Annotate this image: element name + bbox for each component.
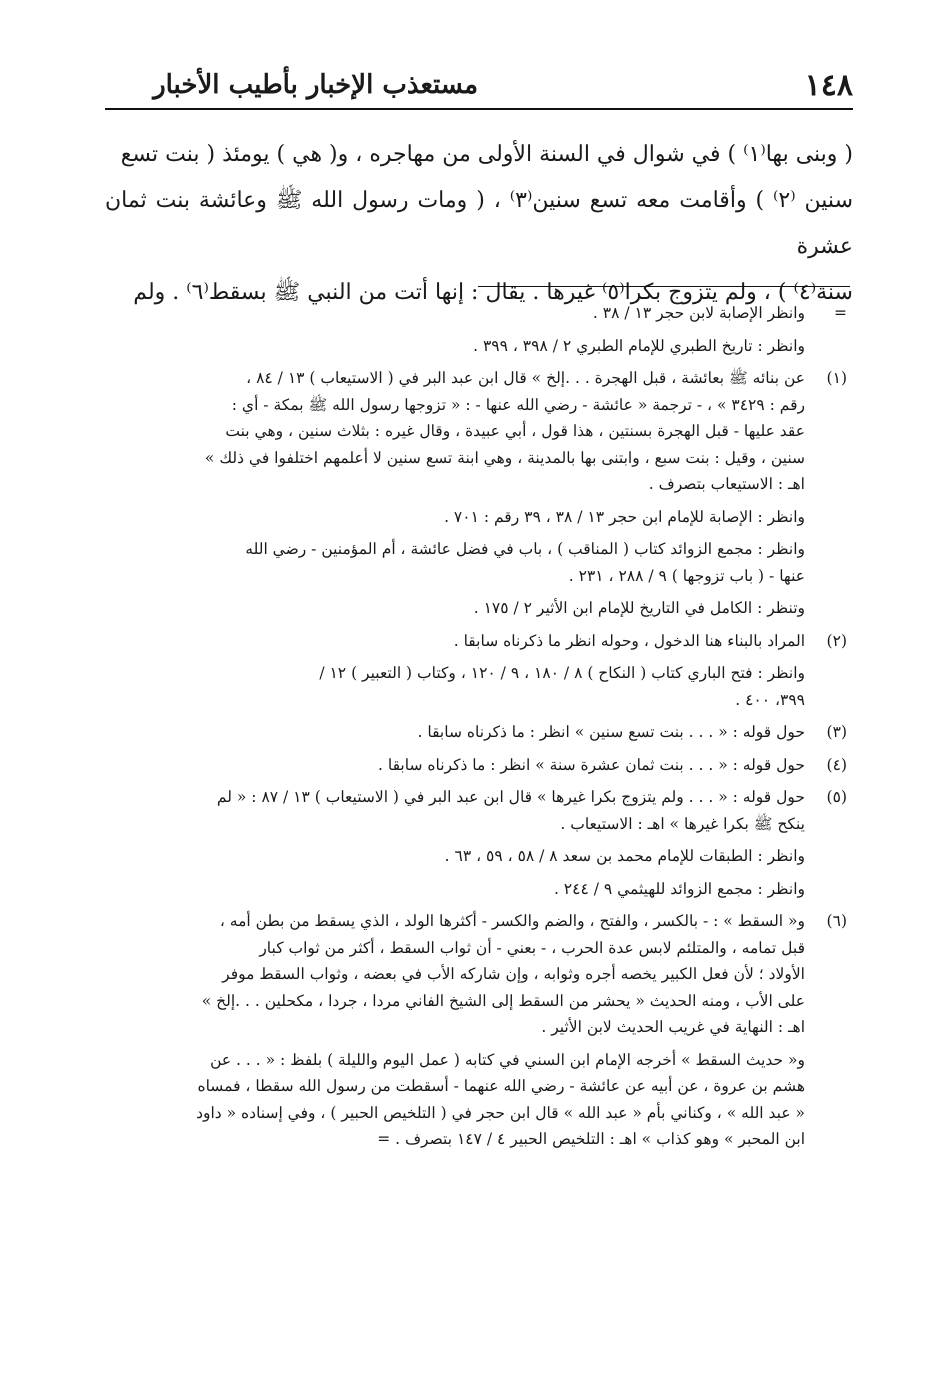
footnote-line: عن بنائه ﷺ بعائشة ، قبل الهجرة . . .إلخ » قال ابن عبد البر في ( الاستيعاب ) ١٣ / ٨٤ ، [246, 369, 805, 387]
footnotes-section [108, 294, 850, 1153]
footnote-paragraph [108, 1047, 805, 1153]
footnote-line: رقم : ٣٤٢٩ » ، - ترجمة « عائشة - رضي الله عنها - : « تزوجها رسول الله ﷺ بمكة - أي : [231, 395, 805, 414]
footnote-line: و« حديث السقط » أخرجه الإمام ابن السني في كتابه ( عمل اليوم والليلة ) بلفظ : « . . . عن [210, 1050, 805, 1069]
footnote-paragraph [108, 752, 805, 779]
footnote [108, 784, 850, 902]
footnote-number: (٤) [826, 755, 847, 774]
footnote-paragraph [108, 365, 805, 498]
header-rule [105, 108, 853, 110]
footnote-line: عنها - ( باب تزوجها ) ٩ / ٢٨٨ ، ٢٣١ . [568, 566, 805, 585]
footnote-paragraph [108, 595, 805, 622]
footnote [108, 300, 850, 359]
footnote-line: اهـ : الاستيعاب بتصرف . [648, 475, 805, 493]
footnote-line: وانظر : فتح الباري كتاب ( النكاح ) ٨ / ١٨٠ ، ٩ / ١٢٠ ، وكتاب ( التعبير ) ١٢ / [319, 664, 805, 682]
footnote-line: وتنظر : الكامل في التاريخ للإمام ابن الأثير ٢ / ١٧٥ . [473, 599, 805, 617]
footnote-line: وانظر : الإصابة للإمام ابن حجر ١٣ / ٣٨ ، ٣٩ رقم : ٧٠١ . [444, 507, 805, 526]
footnote-line: وانظر : تاريخ الطبري للإمام الطبري ٢ / ٣٩٨ ، ٣٩٩ . [473, 336, 805, 355]
footnote-paragraph [108, 628, 805, 655]
footnote-paragraph [108, 660, 805, 713]
footnote [108, 908, 850, 1153]
footnote-paragraph [108, 300, 805, 327]
main-text-line: سنة⁽٤⁾ ) ، ولم يتزوج بكرا⁽٥⁾ غيرها . يقال : إنها أتت من النبي ﷺ بسقط⁽٦⁾ . ولم [133, 280, 853, 305]
main-text [105, 132, 853, 316]
footnote-paragraph [108, 843, 805, 870]
footnote-paragraph [108, 719, 805, 746]
running-title: مستعذب الإخبار بأطيب الأخبار [153, 70, 478, 100]
footnote-line: المراد بالبناء هنا الدخول ، وحوله انظر ما ذكرناه سابقا . [453, 631, 805, 650]
footnote [108, 752, 850, 779]
footnote-line: و« السقط » : - بالكسر ، والفتح ، والضم والكسر - أكثرها الولد ، الذي يسقط من بطن أمه ، [219, 912, 805, 930]
footnote-paragraph [108, 536, 805, 589]
footnote-line: ٣٩٩، ٤٠٠ . [735, 690, 805, 709]
footnote-separator [478, 286, 850, 287]
footnote-paragraph [108, 784, 805, 837]
footnote-number: = [834, 304, 847, 322]
main-text-line: سنين ⁽٢⁾ ) وأقامت معه تسع سنين⁽٣⁾ ، ( ومات رسول الله ﷺ وعائشة بنت ثمان عشرة [105, 188, 853, 259]
footnote-number: (٥) [826, 788, 847, 806]
footnote-number: (١) [826, 369, 847, 387]
footnote-line: قبل تمامه ، والمتلئم لابس عدة الحرب ، - بعني - أن ثواب السقط ، أكثر من ثواب كبار [259, 938, 805, 957]
footnote-line: هشم بن عروة ، عن أبيه عن عائشة - رضي الله عنهما - أسقطت من رسول الله سقطا ، فمساه [197, 1077, 805, 1095]
footnote-line: حول قوله : « . . . بنت تسع سنين » انظر : ما ذكرناه سابقا . [417, 723, 805, 741]
footnote-line: وانظر : مجمع الزوائد للهيثمي ٩ / ٢٤٤ . [553, 879, 805, 898]
footnote-line: عقد عليها - قبل الهجرة بسنتين ، هذا قول ، أبي عبيدة ، وقال غيره : بثلاث سنين ، وهي بنت [225, 422, 805, 440]
page-number: ١٤٨ [804, 68, 853, 103]
footnote-line: ينكح ﷺ بكرا غيرها » اهـ : الاستيعاب . [560, 814, 805, 833]
main-text-line: ( وبنى بها⁽١⁾ ) في شوال في السنة الأولى من مهاجره ، و( هي ) يومئذ ( بنت تسع [120, 142, 853, 167]
footnote-paragraph [108, 908, 805, 1041]
footnote-paragraph [108, 333, 805, 360]
footnote [108, 628, 850, 714]
footnote-line: وانظر الإصابة لابن حجر ١٣ / ٣٨ . [592, 304, 805, 322]
footnote-line: وانظر : الطبقات للإمام محمد بن سعد ٨ / ٥٨ ، ٥٩ ، ٦٣ . [444, 847, 805, 865]
footnote-line: حول قوله : « . . . ولم يتزوج بكرا غيرها » قال ابن عبد البر في ( الاستيعاب ) ١٣ / ٨٧ : « لم [216, 788, 805, 806]
footnote-number: (٣) [826, 723, 847, 741]
footnote [108, 365, 850, 622]
footnote-line: ابن المحبر » وهو كذاب » اهـ : التلخيص الحبير ٤ / ١٤٧ بتصرف . = [377, 1130, 805, 1148]
footnote-number: (٦) [826, 912, 847, 930]
footnote-line: سنين ، وقيل : بنت سبع ، وابتنى بها بالمدينة ، وهي ابنة تسع سنين لا أعلمهم اختلفوا في ذلك » [204, 448, 805, 467]
footnote [108, 719, 850, 746]
footnote-line: وانظر : مجمع الزوائد كتاب ( المناقب ) ، باب في فضل عائشة ، أم المؤمنين - رضي الله [245, 540, 805, 558]
footnote-line: « عبد الله » ، وكناني بأم « عبد الله » قال ابن حجر في ( التلخيص الحبير ) ، وفي إسناده « داود [196, 1103, 805, 1122]
footnote-line: اهـ : النهاية في غريب الحديث لابن الأثير . [541, 1018, 805, 1036]
footnote-line: حول قوله : « . . . بنت ثمان عشرة سنة » انظر : ما ذكرناه سابقا . [378, 755, 805, 774]
footnote-paragraph [108, 504, 805, 531]
footnote-line: على الأب ، ومنه الحديث « يحشر من السقط إلى الشيخ الفاني مردا ، جردا ، مكحلين . . .إلخ » [201, 991, 805, 1010]
footnote-paragraph [108, 876, 805, 903]
footnote-line: الأولاد ؛ لأن فعل الكبير يخصه أجره وثوابه ، وإن شاركه الأب في بعضه ، وثواب السقط موفر [222, 965, 805, 983]
footnote-number: (٢) [826, 631, 847, 650]
page-header [105, 62, 853, 110]
